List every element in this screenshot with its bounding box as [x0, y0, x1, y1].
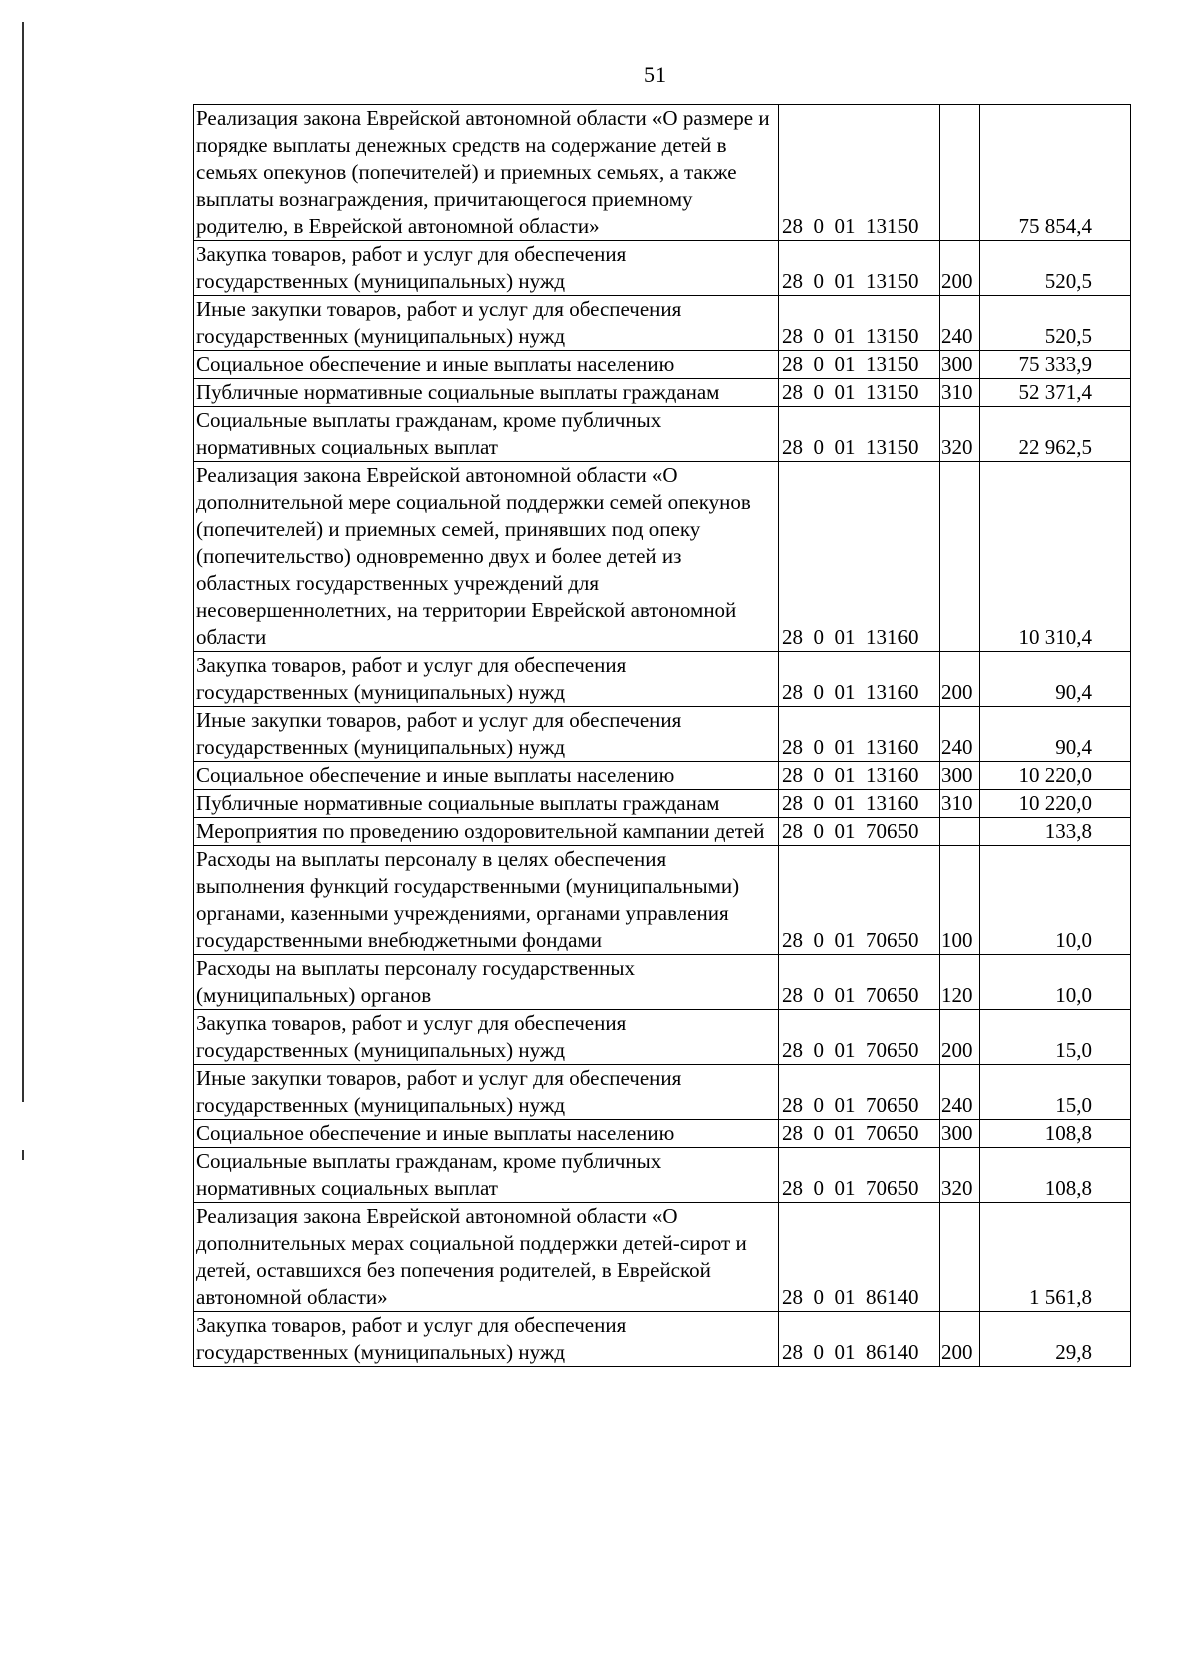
- table-row: [194, 1065, 1131, 1120]
- expense-name-cell: Расходы на выплаты персоналу государственных (муниципальных) органов: [194, 955, 779, 1010]
- expense-name-cell: Социальное обеспечение и иные выплаты населению: [194, 1120, 779, 1148]
- table-row: [194, 1120, 1131, 1148]
- table-row: [194, 1312, 1131, 1367]
- page-number: 51: [644, 62, 666, 87]
- expense-type-code-cell: 310: [940, 790, 980, 818]
- expense-name-cell: Реализация закона Еврейской автономной области «О дополнительной мере социальной поддержки семей опекунов (попечителей) и приемных семей, принявших под опеку (попечительство) одновременно двух и более детей из областных государственных учреждений для несовершеннолетних, на территории Еврейской автономной области: [194, 462, 779, 652]
- target-article-code-cell: 28 0 01 13150: [779, 296, 940, 351]
- expense-name-cell: Закупка товаров, работ и услуг для обеспечения государственных (муниципальных) нужд: [194, 241, 779, 296]
- expense-name-cell: Закупка товаров, работ и услуг для обеспечения государственных (муниципальных) нужд: [194, 1312, 779, 1367]
- amount-cell: 75 333,9: [980, 351, 1131, 379]
- target-article-code-cell: 28 0 01 13150: [779, 379, 940, 407]
- target-article-code-cell: 28 0 01 13150: [779, 105, 940, 241]
- target-article-code-cell: 28 0 01 13150: [779, 241, 940, 296]
- target-article-code-cell: 28 0 01 70650: [779, 1120, 940, 1148]
- amount-cell: 29,8: [980, 1312, 1131, 1367]
- expense-name-cell: Социальные выплаты гражданам, кроме публичных нормативных социальных выплат: [194, 407, 779, 462]
- expense-type-code-cell: [940, 818, 980, 846]
- expense-type-code-cell: 200: [940, 1312, 980, 1367]
- expense-name-cell: Расходы на выплаты персоналу в целях обеспечения выполнения функций государственными (муниципальными) органами, казенными учреждениями, органами управления государственными внебюджетными фондами: [194, 846, 779, 955]
- target-article-code-cell: 28 0 01 13160: [779, 652, 940, 707]
- expense-name-cell: Социальные выплаты гражданам, кроме публичных нормативных социальных выплат: [194, 1148, 779, 1203]
- table-row: [194, 105, 1131, 241]
- target-article-code-cell: 28 0 01 70650: [779, 955, 940, 1010]
- table-row: [194, 1010, 1131, 1065]
- amount-cell: 15,0: [980, 1010, 1131, 1065]
- amount-cell: 133,8: [980, 818, 1131, 846]
- expense-name-cell: Иные закупки товаров, работ и услуг для обеспечения государственных (муниципальных) нужд: [194, 296, 779, 351]
- amount-cell: 10 220,0: [980, 790, 1131, 818]
- left-margin-rule-lower: [22, 1150, 24, 1160]
- amount-cell: 108,8: [980, 1148, 1131, 1203]
- expense-type-code-cell: 240: [940, 296, 980, 351]
- expense-name-cell: Публичные нормативные социальные выплаты гражданам: [194, 790, 779, 818]
- target-article-code-cell: 28 0 01 70650: [779, 1148, 940, 1203]
- expense-name-cell: Закупка товаров, работ и услуг для обеспечения государственных (муниципальных) нужд: [194, 652, 779, 707]
- target-article-code-cell: 28 0 01 70650: [779, 846, 940, 955]
- budget-table: [193, 104, 1131, 1367]
- amount-cell: 10 220,0: [980, 762, 1131, 790]
- target-article-code-cell: 28 0 01 70650: [779, 1010, 940, 1065]
- expense-type-code-cell: 320: [940, 407, 980, 462]
- target-article-code-cell: 28 0 01 13160: [779, 790, 940, 818]
- amount-cell: 1 561,8: [980, 1203, 1131, 1312]
- amount-cell: 10,0: [980, 955, 1131, 1010]
- target-article-code-cell: 28 0 01 13150: [779, 351, 940, 379]
- table-row: [194, 707, 1131, 762]
- table-row: [194, 955, 1131, 1010]
- expense-type-code-cell: 300: [940, 762, 980, 790]
- amount-cell: 90,4: [980, 707, 1131, 762]
- table-row: [194, 818, 1131, 846]
- target-article-code-cell: 28 0 01 86140: [779, 1312, 940, 1367]
- expense-type-code-cell: [940, 462, 980, 652]
- expense-type-code-cell: 240: [940, 707, 980, 762]
- table-row: [194, 762, 1131, 790]
- amount-cell: 520,5: [980, 241, 1131, 296]
- expense-name-cell: Социальное обеспечение и иные выплаты населению: [194, 351, 779, 379]
- expense-type-code-cell: 300: [940, 1120, 980, 1148]
- expense-type-code-cell: 200: [940, 1010, 980, 1065]
- expense-type-code-cell: 100: [940, 846, 980, 955]
- table-row: [194, 351, 1131, 379]
- amount-cell: 10,0: [980, 846, 1131, 955]
- table-row: [194, 296, 1131, 351]
- table-row: [194, 846, 1131, 955]
- table-row: [194, 1203, 1131, 1312]
- expense-name-cell: Мероприятия по проведению оздоровительной кампании детей: [194, 818, 779, 846]
- expense-type-code-cell: [940, 1203, 980, 1312]
- amount-cell: 108,8: [980, 1120, 1131, 1148]
- table-row: [194, 241, 1131, 296]
- budget-table-body: [194, 105, 1131, 1367]
- expense-name-cell: Иные закупки товаров, работ и услуг для обеспечения государственных (муниципальных) нужд: [194, 707, 779, 762]
- expense-name-cell: Публичные нормативные социальные выплаты гражданам: [194, 379, 779, 407]
- expense-type-code-cell: 300: [940, 351, 980, 379]
- expense-name-cell: Реализация закона Еврейской автономной области «О дополнительных мерах социальной поддержки детей-сирот и детей, оставшихся без попечения родителей, в Еврейской автономной области»: [194, 1203, 779, 1312]
- amount-cell: 10 310,4: [980, 462, 1131, 652]
- target-article-code-cell: 28 0 01 70650: [779, 818, 940, 846]
- target-article-code-cell: 28 0 01 13150: [779, 407, 940, 462]
- amount-cell: 52 371,4: [980, 379, 1131, 407]
- amount-cell: 520,5: [980, 296, 1131, 351]
- expense-type-code-cell: 240: [940, 1065, 980, 1120]
- target-article-code-cell: 28 0 01 70650: [779, 1065, 940, 1120]
- target-article-code-cell: 28 0 01 86140: [779, 1203, 940, 1312]
- table-row: [194, 1148, 1131, 1203]
- expense-type-code-cell: 200: [940, 241, 980, 296]
- expense-type-code-cell: 320: [940, 1148, 980, 1203]
- expense-type-code-cell: 200: [940, 652, 980, 707]
- target-article-code-cell: 28 0 01 13160: [779, 462, 940, 652]
- amount-cell: 15,0: [980, 1065, 1131, 1120]
- table-row: [194, 379, 1131, 407]
- expense-name-cell: Закупка товаров, работ и услуг для обеспечения государственных (муниципальных) нужд: [194, 1010, 779, 1065]
- expense-type-code-cell: 120: [940, 955, 980, 1010]
- table-row: [194, 652, 1131, 707]
- expense-name-cell: Социальное обеспечение и иные выплаты населению: [194, 762, 779, 790]
- table-row: [194, 790, 1131, 818]
- target-article-code-cell: 28 0 01 13160: [779, 762, 940, 790]
- amount-cell: 75 854,4: [980, 105, 1131, 241]
- expense-name-cell: Иные закупки товаров, работ и услуг для обеспечения государственных (муниципальных) нужд: [194, 1065, 779, 1120]
- table-row: [194, 407, 1131, 462]
- expense-type-code-cell: 310: [940, 379, 980, 407]
- expense-name-cell: Реализация закона Еврейской автономной области «О размере и порядке выплаты денежных средств на содержание детей в семьях опекунов (попечителей) и приемных семьях, а также выплаты вознаграждения, причитающегося приемному родителю, в Еврейской автономной области»: [194, 105, 779, 241]
- amount-cell: 90,4: [980, 652, 1131, 707]
- target-article-code-cell: 28 0 01 13160: [779, 707, 940, 762]
- amount-cell: 22 962,5: [980, 407, 1131, 462]
- expense-type-code-cell: [940, 105, 980, 241]
- left-margin-rule-upper: [22, 22, 24, 1102]
- table-row: [194, 462, 1131, 652]
